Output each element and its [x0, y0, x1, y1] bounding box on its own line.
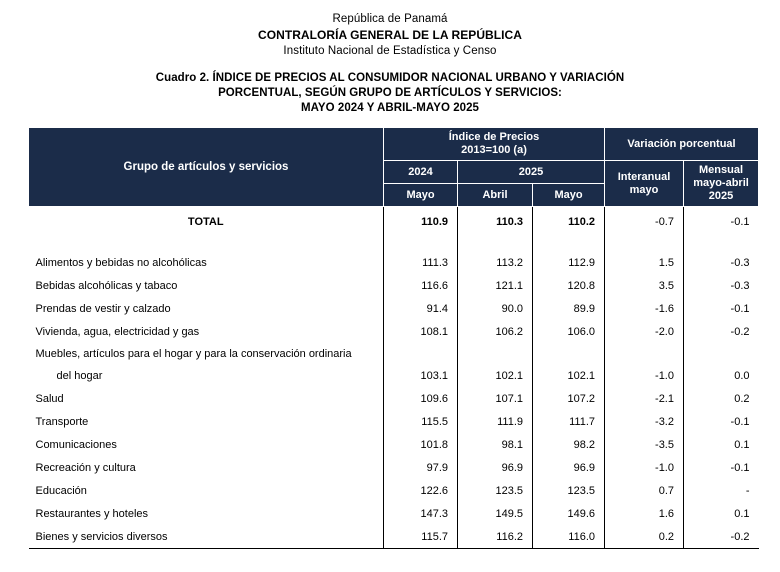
header-mensual: [684, 161, 759, 207]
cell-mayo-2024: 97.9: [384, 456, 458, 479]
masthead: [0, 0, 780, 59]
row-label: Muebles, artículos para el hogar y para la conservación ordinaria: [29, 343, 384, 364]
cpi-table: [28, 127, 759, 549]
cell-mayo-2025: 89.9: [533, 297, 605, 320]
cell-mensual: [684, 343, 759, 364]
table-row: [29, 525, 759, 549]
cell-abril-2025: 107.1: [458, 387, 533, 410]
department-name: Instituto Nacional de Estadística y Censo: [283, 45, 497, 57]
cell-interanual: 0.7: [605, 479, 684, 502]
table-body: [29, 207, 759, 549]
cell-mayo-2025: 106.0: [533, 320, 605, 343]
cell-interanual: [605, 343, 684, 364]
cell-mayo-2024: 122.6: [384, 479, 458, 502]
header-month-mayo-2024: Mayo: [384, 184, 458, 207]
cell-mensual: -0.3: [684, 251, 759, 274]
spacer-label: [29, 237, 384, 251]
cell-mensual: 0.0: [684, 364, 759, 387]
table-row: [29, 343, 759, 364]
cell-mayo-2025: 96.9: [533, 456, 605, 479]
cell-mensual: -0.2: [684, 320, 759, 343]
cell-mayo-2024: 110.9: [384, 207, 458, 238]
cell-mensual: -0.2: [684, 525, 759, 549]
cell-mayo-2024: 91.4: [384, 297, 458, 320]
cell-mayo-2025: 112.9: [533, 251, 605, 274]
cell-interanual: 1.5: [605, 251, 684, 274]
row-label: Bienes y servicios diversos: [29, 525, 384, 549]
header-row-1: [29, 128, 759, 161]
cell-mayo-2025: 98.2: [533, 433, 605, 456]
cell-mensual: -0.1: [684, 207, 759, 238]
cpi-table-container: [28, 127, 758, 549]
header-interanual: [605, 161, 684, 207]
cell-mayo-2025: [533, 343, 605, 364]
row-label: Bebidas alcohólicas y tabaco: [29, 274, 384, 297]
cell-mayo-2024: 111.3: [384, 251, 458, 274]
cell-mensual: 0.1: [684, 502, 759, 525]
cell-mayo-2024: 147.3: [384, 502, 458, 525]
table-row: [29, 251, 759, 274]
header-interanual-line-2: mayo: [629, 183, 659, 196]
cell-mensual: -0.3: [684, 274, 759, 297]
row-label-continuation: del hogar: [29, 364, 384, 387]
table-spacer-row: [29, 237, 759, 251]
spacer-abril-2025: [458, 237, 533, 251]
cell-abril-2025: 90.0: [458, 297, 533, 320]
cell-mayo-2024: [384, 343, 458, 364]
spacer-interanual: [605, 237, 684, 251]
table-row: [29, 320, 759, 343]
cell-interanual: -0.7: [605, 207, 684, 238]
header-year-2025: 2025: [458, 161, 605, 184]
table-title-line-3: MAYO 2024 Y ABRIL-MAYO 2025: [301, 102, 479, 114]
cell-mayo-2024: 115.5: [384, 410, 458, 433]
header-month-abril-2025: Abril: [458, 184, 533, 207]
cell-interanual: -3.5: [605, 433, 684, 456]
row-label: Restaurantes y hoteles: [29, 502, 384, 525]
cell-mayo-2025: 116.0: [533, 525, 605, 549]
cell-abril-2025: [458, 343, 533, 364]
header-mensual-line-3: 2025: [708, 190, 734, 202]
spacer-mensual: [684, 237, 759, 251]
spacer-mayo-2025: [533, 237, 605, 251]
cell-mayo-2025: 111.7: [533, 410, 605, 433]
cell-mayo-2024: 115.7: [384, 525, 458, 549]
row-label: Recreación y cultura: [29, 456, 384, 479]
cell-mayo-2024: 108.1: [384, 320, 458, 343]
cell-mensual: 0.1: [684, 433, 759, 456]
row-label: Salud: [29, 387, 384, 410]
table-header: [29, 128, 759, 207]
table-row: [29, 364, 759, 387]
cell-interanual: -1.0: [605, 456, 684, 479]
table-row: [29, 297, 759, 320]
cell-abril-2025: 116.2: [458, 525, 533, 549]
cell-abril-2025: 123.5: [458, 479, 533, 502]
table-title-line-1: Cuadro 2. ÍNDICE DE PRECIOS AL CONSUMIDOR NACIONAL URBANO Y VARIACIÓN: [155, 72, 625, 84]
table-row: [29, 387, 759, 410]
table-row: [29, 410, 759, 433]
table-row: [29, 456, 759, 479]
row-label: Vivienda, agua, electricidad y gas: [29, 320, 384, 343]
header-index-group-line-2: 2013=100 (a): [461, 144, 527, 156]
row-label: TOTAL: [29, 207, 384, 238]
cell-abril-2025: 110.3: [458, 207, 533, 238]
cell-mayo-2024: 101.8: [384, 433, 458, 456]
row-label: Prendas de vestir y calzado: [29, 297, 384, 320]
table-row: [29, 502, 759, 525]
cell-abril-2025: 113.2: [458, 251, 533, 274]
row-label: Comunicaciones: [29, 433, 384, 456]
cell-mensual: -0.1: [684, 456, 759, 479]
row-label: Alimentos y bebidas no alcohólicas: [29, 251, 384, 274]
table-row-total: [29, 207, 759, 238]
cell-interanual: -2.1: [605, 387, 684, 410]
cell-mayo-2025: 110.2: [533, 207, 605, 238]
header-month-mayo-2025: Mayo: [533, 184, 605, 207]
cell-interanual: -3.2: [605, 410, 684, 433]
cell-mayo-2025: 123.5: [533, 479, 605, 502]
cell-interanual: 0.2: [605, 525, 684, 549]
table-row: [29, 274, 759, 297]
cell-interanual: -2.0: [605, 320, 684, 343]
cell-mayo-2025: 107.2: [533, 387, 605, 410]
table-title: [0, 71, 780, 116]
cell-abril-2025: 102.1: [458, 364, 533, 387]
cell-mayo-2024: 116.6: [384, 274, 458, 297]
header-variation-group: Variación porcentual: [605, 128, 759, 161]
header-interanual-line-1: Interanual: [617, 170, 671, 183]
row-label: Transporte: [29, 410, 384, 433]
cell-mensual: -: [684, 479, 759, 502]
cell-interanual: -1.0: [605, 364, 684, 387]
cell-mensual: 0.2: [684, 387, 759, 410]
cell-interanual: 3.5: [605, 274, 684, 297]
cell-interanual: -1.6: [605, 297, 684, 320]
spacer-mayo-2024: [384, 237, 458, 251]
cell-abril-2025: 98.1: [458, 433, 533, 456]
header-group-column: Grupo de artículos y servicios: [29, 128, 384, 207]
header-index-group-line-1: Índice de Precios: [448, 131, 540, 143]
table-row: [29, 433, 759, 456]
cell-abril-2025: 96.9: [458, 456, 533, 479]
row-label: Educación: [29, 479, 384, 502]
cell-mayo-2025: 120.8: [533, 274, 605, 297]
header-year-2024: 2024: [384, 161, 458, 184]
cell-abril-2025: 121.1: [458, 274, 533, 297]
cell-mensual: -0.1: [684, 410, 759, 433]
header-mensual-line-2: mayo-abril: [693, 177, 749, 189]
header-mensual-line-1: Mensual: [699, 164, 744, 176]
cell-mayo-2024: 103.1: [384, 364, 458, 387]
cell-abril-2025: 149.5: [458, 502, 533, 525]
country-name: República de Panamá: [332, 13, 448, 25]
table-title-line-2: PORCENTUAL, SEGÚN GRUPO DE ARTÍCULOS Y SERVICIOS:: [218, 87, 562, 99]
header-index-group: [384, 128, 605, 161]
cell-mensual: -0.1: [684, 297, 759, 320]
cell-mayo-2024: 109.6: [384, 387, 458, 410]
institution-name: CONTRALORÍA GENERAL DE LA REPÚBLICA: [258, 28, 522, 42]
cell-abril-2025: 111.9: [458, 410, 533, 433]
cell-abril-2025: 106.2: [458, 320, 533, 343]
cell-mayo-2025: 149.6: [533, 502, 605, 525]
cell-interanual: 1.6: [605, 502, 684, 525]
cell-mayo-2025: 102.1: [533, 364, 605, 387]
table-row: [29, 479, 759, 502]
